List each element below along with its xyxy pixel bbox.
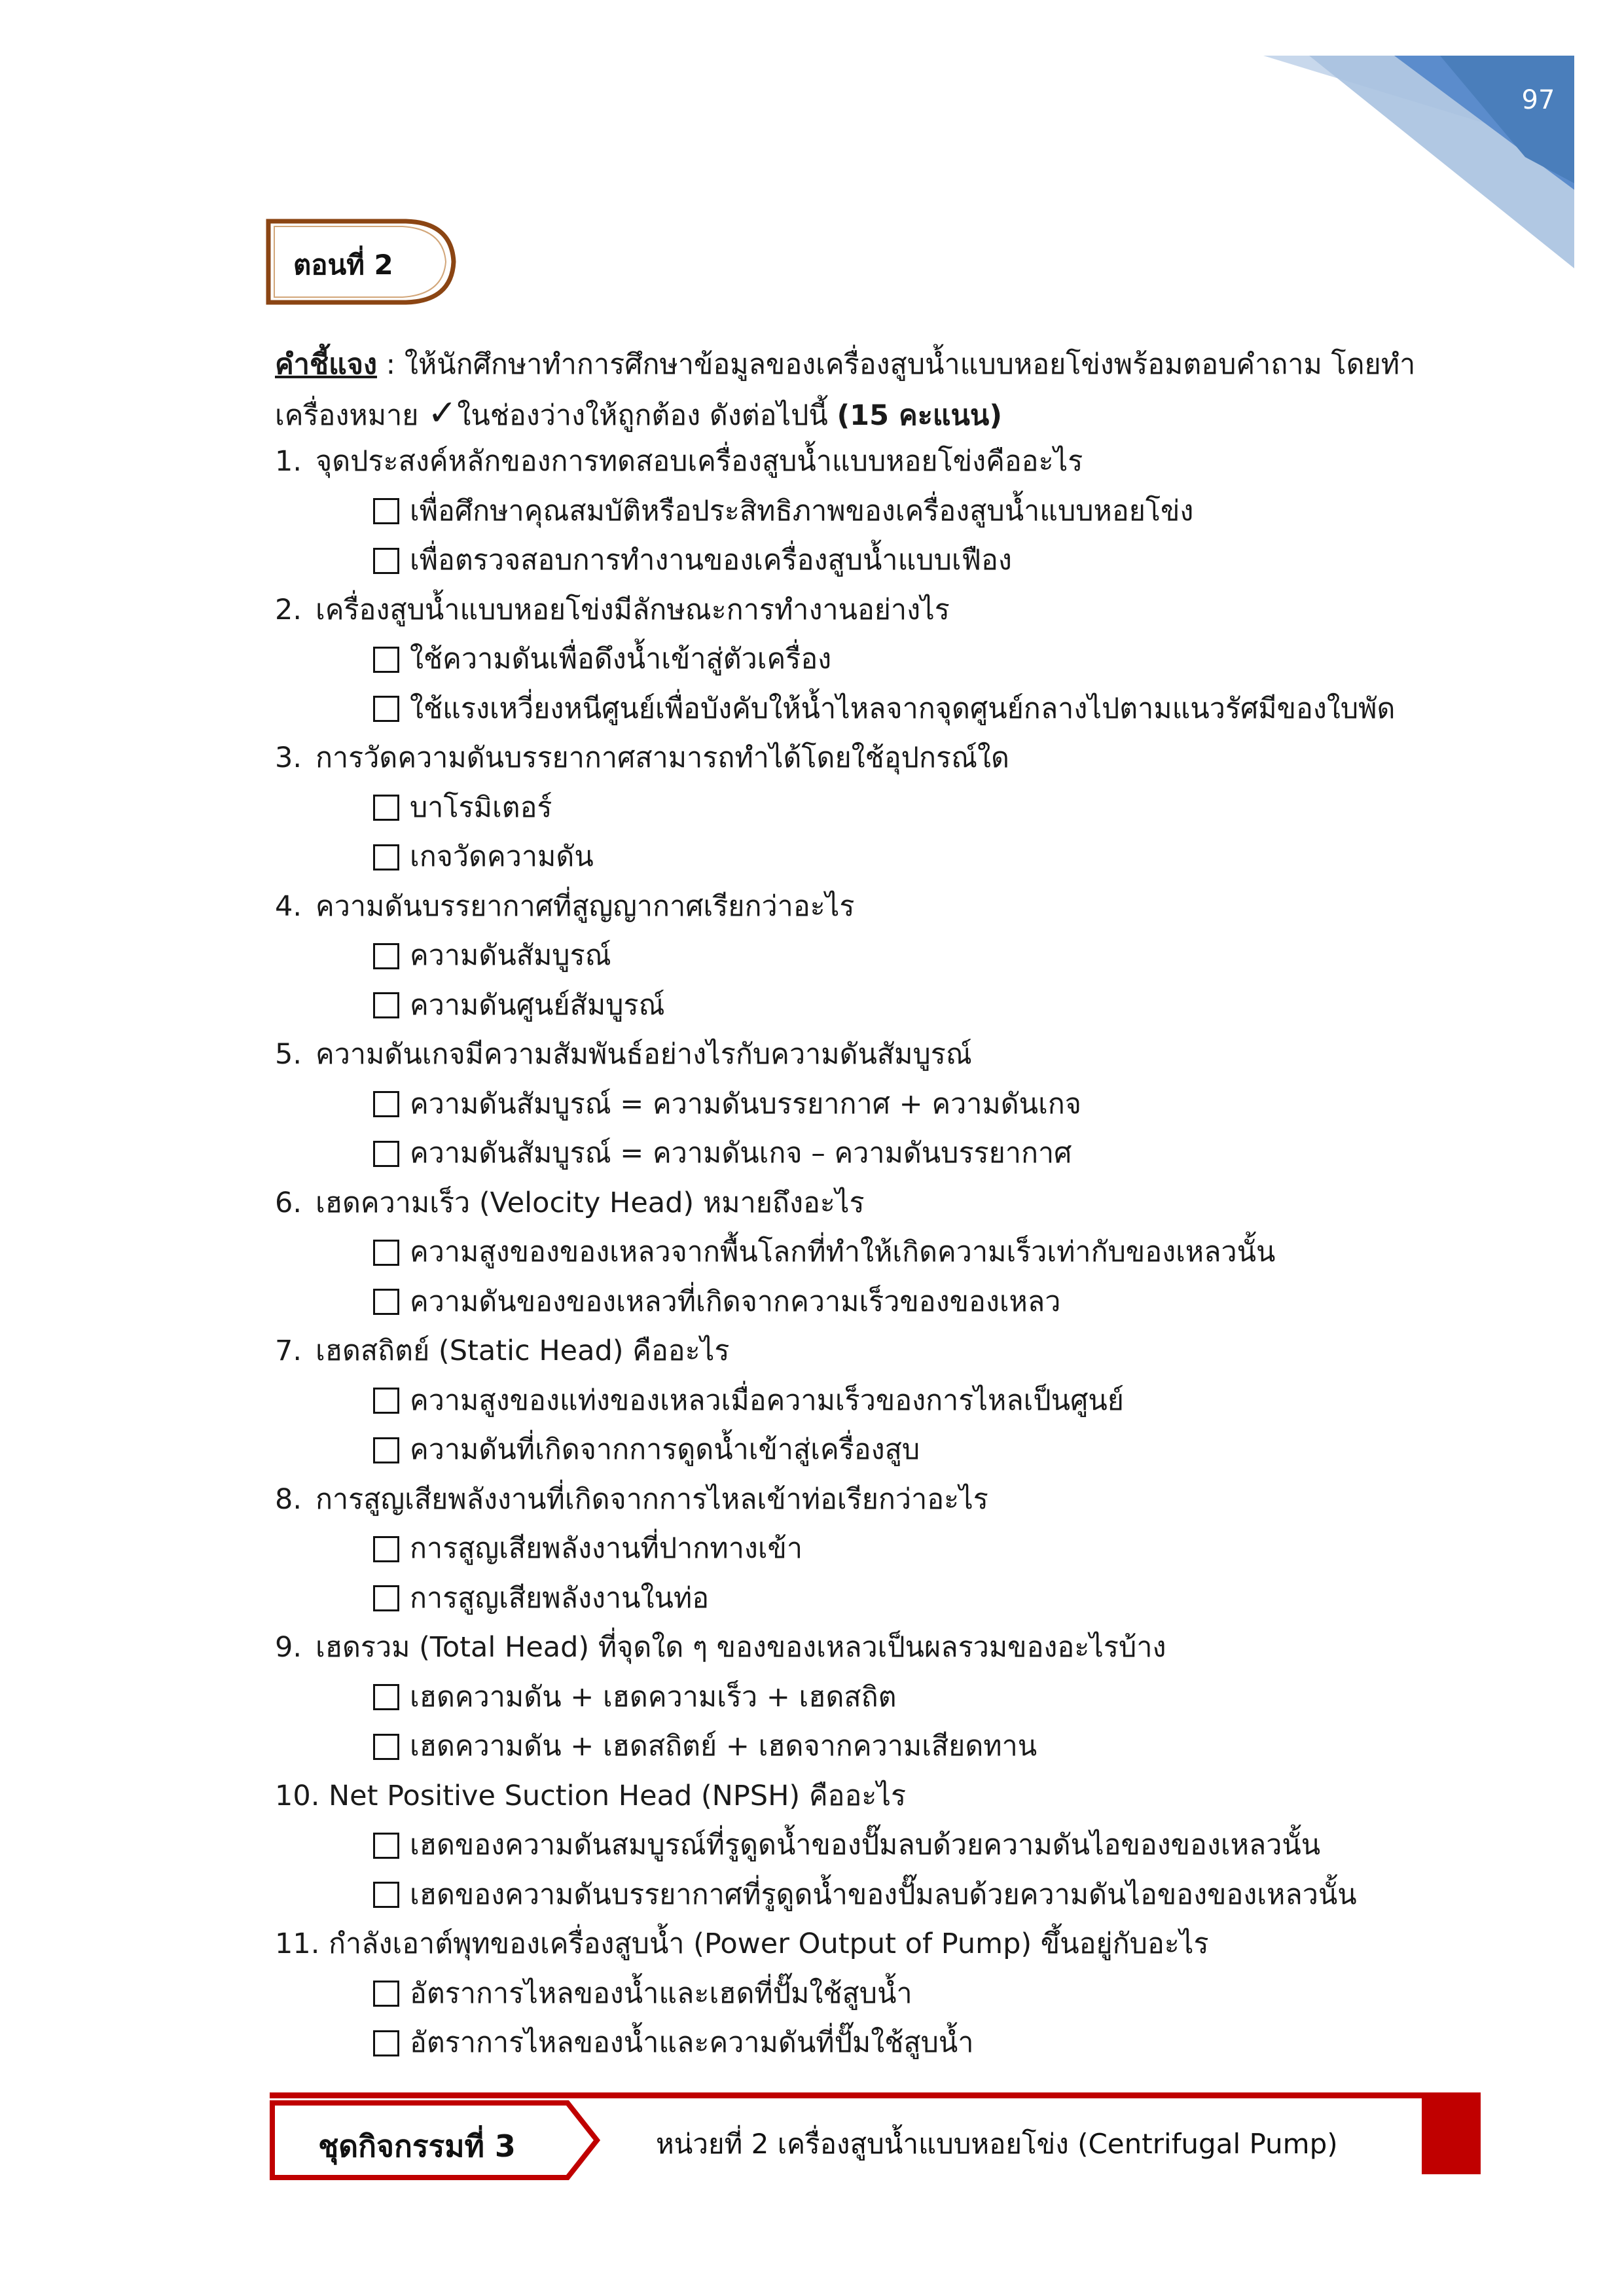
answer-option [275, 1228, 1466, 1278]
answer-option [275, 1673, 1466, 1723]
question-number: 9. [275, 1631, 302, 1664]
answer-option-text: ความดันสัมบูรณ์ = ความดันบรรยากาศ + ความดันเกจ [410, 1087, 1081, 1121]
answer-option-text: เพื่อตรวจสอบการทำงานของเครื่องสูบน้ำแบบเฟือง [410, 544, 1012, 577]
answer-checkbox[interactable] [373, 1684, 399, 1710]
answer-checkbox[interactable] [373, 1585, 399, 1611]
instructions-heading: คำชี้แจง [275, 348, 378, 381]
question-text: Net Positive Suction Head (NPSH) คืออะไร [329, 1779, 907, 1812]
question-number: 11. [275, 1928, 320, 1960]
answer-checkbox[interactable] [373, 1734, 399, 1760]
answer-checkbox[interactable] [373, 498, 399, 524]
question-text: เฮดความเร็ว (Velocity Head) หมายถึงอะไร [316, 1186, 865, 1219]
question-text: การสูญเสียพลังงานที่เกิดจากการไหลเข้าท่อเรียกว่าอะไร [316, 1482, 988, 1516]
answer-option-text: ความดันที่เกิดจากการดูดน้ำเข้าสู่เครื่องสูบ [410, 1433, 920, 1466]
instructions-line2-post: ในช่องว่างให้ถูกต้อง ดังต่อไปนี้ [457, 399, 837, 432]
answer-option-text: เฮดความดัน + เฮดสถิตย์ + เฮดจากความเสียดทาน [410, 1730, 1038, 1763]
footer [270, 2091, 1481, 2189]
answer-option [275, 685, 1466, 734]
answer-checkbox[interactable] [373, 992, 399, 1018]
part-label: ตอนที่ 2 [293, 249, 393, 281]
answer-checkbox[interactable] [373, 1240, 399, 1266]
answer-checkbox[interactable] [373, 844, 399, 870]
question-list [275, 437, 1466, 2068]
footer-unit-title: หน่วยที่ 2 เครื่องสูบน้ำแบบหอยโข่ง (Centrifugal Pump) [656, 2128, 1338, 2160]
answer-checkbox[interactable] [373, 1091, 399, 1117]
answer-option [275, 487, 1466, 537]
corner-decoration [0, 0, 1624, 275]
question-text: เฮดรวม (Total Head) ที่จุดใด ๆ ของของเหลวเป็นผลรวมของอะไรบ้าง [316, 1631, 1166, 1664]
answer-checkbox[interactable] [373, 2030, 399, 2056]
answer-option-text: อัตราการไหลของน้ำและเฮดที่ปั๊มใช้สูบน้ำ [410, 1977, 912, 2010]
question-5 [275, 1030, 1466, 1080]
answer-option [275, 833, 1466, 882]
question-2 [275, 586, 1466, 636]
answer-option [275, 1871, 1466, 1920]
instructions-line1: : ให้นักศึกษาทำการศึกษาข้อมูลของเครื่องสูบน้ำแบบหอยโข่งพร้อมตอบคำถาม โดยทำ [377, 348, 1416, 381]
question-6 [275, 1179, 1466, 1229]
answer-checkbox[interactable] [373, 647, 399, 673]
answer-option [275, 2018, 1466, 2068]
answer-option-text: การสูญเสียพลังงานในท่อ [410, 1581, 710, 1615]
question-number: 2. [275, 593, 302, 626]
question-number: 1. [275, 445, 302, 478]
question-text: จุดประสงค์หลักของการทดสอบเครื่องสูบน้ำแบบหอยโข่งคืออะไร [316, 445, 1083, 478]
answer-checkbox[interactable] [373, 696, 399, 722]
answer-option-text: ความสูงของของเหลวจากพื้นโลกที่ทำให้เกิดความเร็วเท่ากับของเหลวนั้น [410, 1236, 1276, 1268]
answer-option-text: เฮดความดัน + เฮดความเร็ว + เฮดสถิต [410, 1680, 897, 1713]
question-number: 7. [275, 1335, 302, 1367]
answer-option-text: การสูญเสียพลังงานที่ปากทางเข้า [410, 1532, 803, 1565]
answer-option-text: เกจวัดความดัน [410, 840, 594, 873]
answer-option [275, 1722, 1466, 1772]
answer-option [275, 1129, 1466, 1179]
answer-option [275, 783, 1466, 833]
answer-option [275, 1080, 1466, 1130]
answer-option-text: เฮดของความดันสมบูรณ์ที่รูดูดน้ำของปั๊มลบด้วยความดันไอของของเหลวนั้น [410, 1829, 1321, 1861]
question-4 [275, 882, 1466, 932]
answer-option [275, 536, 1466, 586]
question-number: 3. [275, 742, 302, 774]
answer-option [275, 1574, 1466, 1624]
answer-option-text: อัตราการไหลของน้ำและความดันที่ปั๊มใช้สูบน้ำ [410, 2026, 974, 2059]
answer-option-text: ใช้ความดันเพื่อดึงน้ำเข้าสู่ตัวเครื่อง [410, 643, 832, 675]
answer-option [275, 981, 1466, 1031]
answer-option [275, 1821, 1466, 1871]
answer-checkbox[interactable] [373, 1536, 399, 1562]
page-number: 97 [1521, 85, 1555, 115]
answer-checkbox[interactable] [373, 1437, 399, 1463]
question-text: กำลังเอาต์พุทของเครื่องสูบน้ำ (Power Output of Pump) ขึ้นอยู่กับอะไร [329, 1928, 1209, 1960]
instructions-points: (15 คะแนน) [837, 399, 1002, 432]
answer-checkbox[interactable] [373, 1388, 399, 1414]
answer-option [275, 635, 1466, 685]
answer-checkbox[interactable] [373, 1289, 399, 1315]
check-mark-icon: ✓ [427, 392, 458, 433]
question-3 [275, 734, 1466, 783]
question-text: เครื่องสูบน้ำแบบหอยโข่งมีลักษณะการทำงานอย่างไร [316, 593, 950, 626]
instructions-line2-pre: เครื่องหมาย [275, 399, 428, 432]
answer-option [275, 1969, 1466, 2019]
answer-option-text: ความสูงของแท่งของเหลวเมื่อความเร็วของการไหลเป็นศูนย์ [410, 1384, 1124, 1417]
question-text: ความดันบรรยากาศที่สูญญากาศเรียกว่าอะไร [316, 889, 855, 923]
question-text: ความดันเกจมีความสัมพันธ์อย่างไรกับความดันสัมบูรณ์ [316, 1038, 972, 1071]
answer-checkbox[interactable] [373, 1981, 399, 2007]
answer-option-text: เพื่อศึกษาคุณสมบัติหรือประสิทธิภาพของเครื่องสูบน้ำแบบหอยโข่ง [410, 494, 1194, 528]
question-number: 6. [275, 1186, 302, 1219]
answer-option [275, 931, 1466, 981]
answer-option-text: เฮดของความดันบรรยากาศที่รูดูดน้ำของปั๊มลบด้วยความดันไอของของเหลวนั้น [410, 1878, 1357, 1911]
answer-option [275, 1376, 1466, 1426]
answer-option-text: บาโรมิเตอร์ [410, 791, 552, 824]
question-number: 5. [275, 1038, 302, 1071]
answer-checkbox[interactable] [373, 1833, 399, 1859]
question-number: 4. [275, 889, 302, 923]
answer-checkbox[interactable] [373, 795, 399, 821]
answer-checkbox[interactable] [373, 943, 399, 969]
answer-option [275, 1278, 1466, 1327]
answer-checkbox[interactable] [373, 1141, 399, 1167]
question-number: 10. [275, 1779, 320, 1812]
question-1 [275, 437, 1466, 487]
answer-option-text: ความดันศูนย์สัมบูรณ์ [410, 988, 665, 1022]
answer-option-text: ความดันสัมบูรณ์ = ความดันเกจ – ความดันบรรยากาศ [410, 1137, 1072, 1170]
question-8 [275, 1475, 1466, 1525]
answer-option-text: ความดันสัมบูรณ์ [410, 939, 611, 972]
answer-option [275, 1524, 1466, 1574]
question-10 [275, 1772, 1466, 1821]
question-text: การวัดความดันบรรยากาศสามารถทำได้โดยใช้อุปกรณ์ใด [316, 742, 1009, 774]
answer-option [275, 1426, 1466, 1475]
question-9 [275, 1623, 1466, 1673]
answer-checkbox[interactable] [373, 1882, 399, 1908]
footer-activity-label: ชุดกิจกรรมที่ 3 [318, 2128, 516, 2164]
answer-option-text: ใช้แรงเหวี่ยงหนีศูนย์เพื่อบังคับให้น้ำไหลจากจุดศูนย์กลางไปตามแนวรัศมีของใบพัด [410, 692, 1396, 725]
question-11 [275, 1920, 1466, 1969]
question-text: เฮดสถิตย์ (Static Head) คืออะไร [316, 1335, 730, 1367]
instructions [275, 340, 1414, 440]
question-7 [275, 1327, 1466, 1376]
answer-option-text: ความดันของของเหลวที่เกิดจากความเร็วของของเหลว [410, 1285, 1061, 1318]
answer-checkbox[interactable] [373, 548, 399, 574]
question-number: 8. [275, 1482, 302, 1516]
